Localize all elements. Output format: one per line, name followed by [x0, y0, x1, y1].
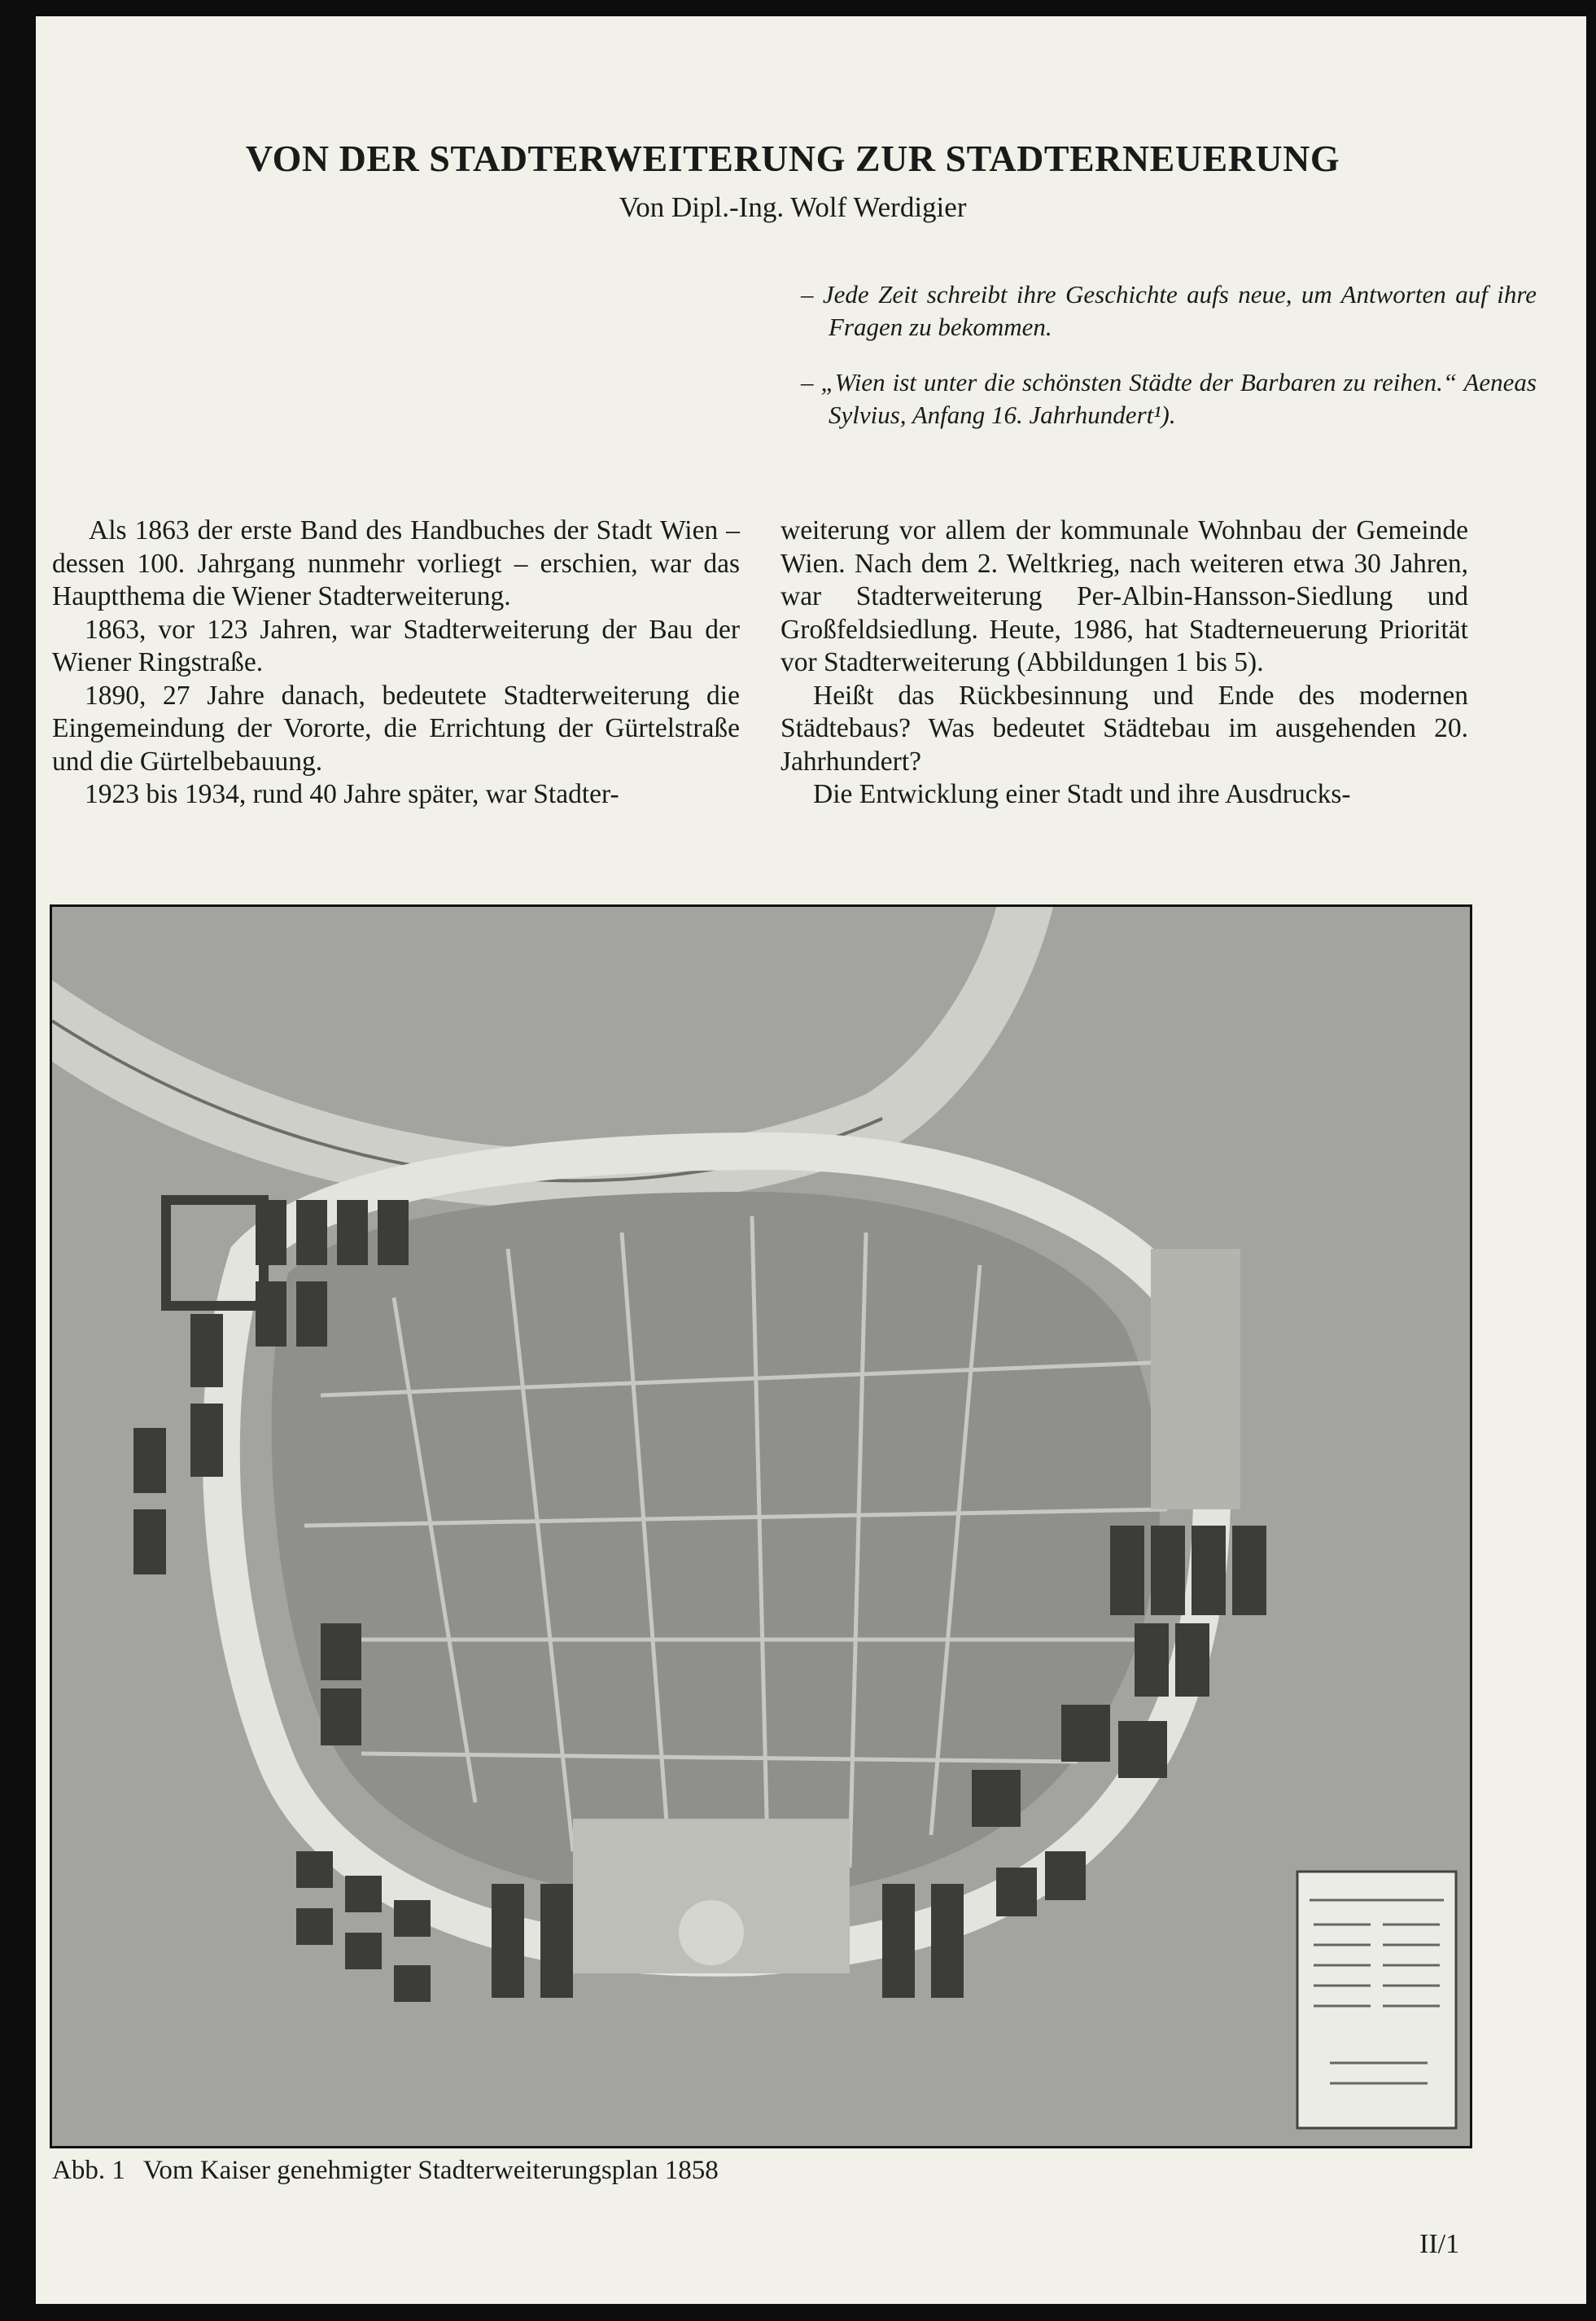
paragraph: 1890, 27 Jahre danach, bedeutete Stadterweiterung die Eingemeindung der Vororte, die Errichtung der Gürtelstraße und die Gürtelbebauung.	[52, 680, 740, 777]
article-title: VON DER STADTERWEITERUNG ZUR STADTERNEUERUNG	[245, 138, 1340, 179]
paragraph: Als 1863 der erste Band des Handbuches der Stadt Wien – dessen 100. Jahrgang nunmehr vorliegt – erschien, war das Hauptthema die Wiener Stadterweiterung.	[52, 515, 740, 611]
paragraph: Die Entwicklung einer Stadt und ihre Ausdrucks-	[813, 779, 1351, 809]
document-page	[36, 16, 1586, 2304]
text-column-left	[52, 515, 740, 812]
epigraph-2: – „Wien ist unter die schönsten Städte der Barbaren zu reihen.“ Aeneas Sylvius, Anfang 16. Jahrhundert¹).	[801, 368, 1537, 429]
author-byline: Von Dipl.-Ing. Wolf Werdigier	[619, 191, 967, 223]
paragraph: Heißt das Rückbesinnung und Ende des modernen Städtebaus? Was bedeutet Städtebau im ausgehenden 20. Jahrhundert?	[781, 680, 1468, 777]
figure-label: Abb. 1	[52, 2156, 125, 2185]
page-number: II/1	[1419, 2229, 1460, 2259]
paragraph: 1923 bis 1934, rund 40 Jahre später, war Stadter-	[85, 779, 619, 809]
map-illustration	[52, 907, 1470, 2146]
text-column-right	[781, 515, 1468, 812]
paragraph: 1863, vor 123 Jahren, war Stadterweiterung der Bau der Wiener Ringstraße.	[52, 614, 740, 677]
epigraph-1: – Jede Zeit schreibt ihre Geschichte aufs neue, um Antworten auf ihre Fragen zu bekommen.	[801, 280, 1537, 341]
paragraph: weiterung vor allem der kommunale Wohnbau der Gemeinde Wien. Nach dem 2. Weltkrieg, nach weiteren etwa 30 Jahren, war Stadterweiterung Per-Albin-Hansson-Siedlung und Großfeldsiedlung. Heute, 1986, hat Stadterneuerung Priorität vor Stadterweiterung (Abbildungen 1 bis 5).	[781, 515, 1468, 677]
figure-caption	[52, 2156, 719, 2186]
city-map-figure	[50, 904, 1472, 2148]
figure-caption-text: Vom Kaiser genehmigter Stadterweiterungsplan 1858	[142, 2156, 719, 2185]
